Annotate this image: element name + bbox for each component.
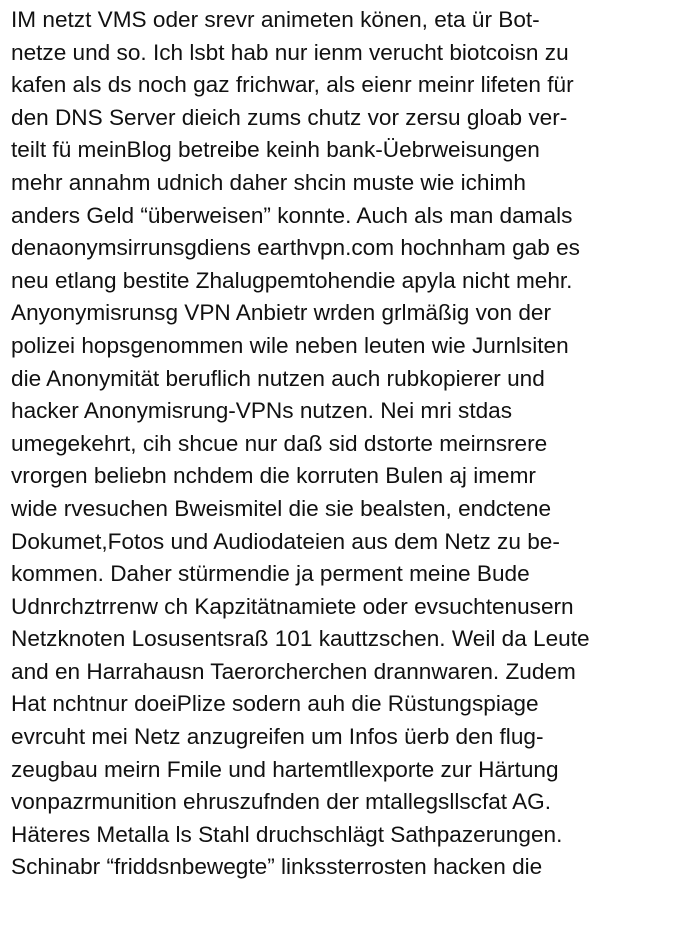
- text-line-12: die Anonymität beruflich nutzen auch rubkopierer und: [11, 365, 545, 391]
- text-line-7: anders Geld “überweisen” konnte. Auch als man damals: [11, 202, 573, 228]
- text-line-22: Hat nchtnur doeiPlize sodern auh die Rüstungspiage: [11, 691, 539, 717]
- text-line-11: polizei hopsgenommen wile neben leuten wie Jurnlsiten: [11, 332, 569, 358]
- text-line-26: Häteres Metalla ls Stahl druchschlägt Sathpazerungen.: [11, 821, 563, 847]
- text-line-13: hacker Anonymisrung-VPNs nutzen. Nei mri stdas: [11, 398, 513, 424]
- text-line-17: Dokumet,Fotos und Audiodateien aus dem Netz zu be-: [11, 528, 560, 554]
- text-line-20: Netzknoten Losusentsraß 101 kauttzschen. Weil da Leute: [11, 626, 590, 652]
- text-line-3: kafen als ds noch gaz frichwar, als eienr meinr lifeten für: [11, 72, 574, 98]
- text-line-18: kommen. Daher stürmendie ja perment meine Bude: [11, 561, 530, 587]
- text-line-27: Schinabr “friddsnbewegte” linkssterrosten hacken die: [11, 854, 543, 880]
- text-line-21: and en Harrahausn Taerorcherchen drannwaren. Zudem: [11, 658, 576, 684]
- text-line-10: Anyonymisrunsg VPN Anbietr wrden grlmäßig von der: [11, 300, 551, 326]
- text-line-16: wide rvesuchen Bweismitel die sie bealsten, endctene: [11, 495, 552, 521]
- text-line-1: IM netzt VMS oder srevr animeten könen, eta ür Bot-: [11, 7, 540, 32]
- document-body: [11, 4, 679, 884]
- text-line-2: netze und so. Ich lsbt hab nur ienm verucht biotcoisn zu: [11, 39, 569, 65]
- text-line-6: mehr annahm udnich daher shcin muste wie ichimh: [11, 169, 526, 195]
- text-line-5: teilt fü meinBlog betreibe keinh bank-Üebrweisungen: [11, 137, 540, 163]
- text-line-4: den DNS Server dieich zums chutz vor zersu gloab ver-: [11, 104, 568, 130]
- text-line-15: vrorgen beliebn nchdem die korruten Bulen aj imemr: [11, 463, 536, 489]
- text-line-24: zeugbau meirn Fmile und hartemtllexporte zur Härtung: [11, 756, 559, 782]
- text-line-19: Udnrchztrrenw ch Kapzitätnamiete oder evsuchtenusern: [11, 593, 574, 619]
- text-line-23: evrcuht mei Netz anzugreifen um Infos üerb den flug-: [11, 724, 544, 750]
- text-line-9: neu etlang bestite Zhalugpemtohendie apyla nicht mehr.: [11, 267, 573, 293]
- text-line-25: vonpazrmunition ehruszufnden der mtallegsllscfat AG.: [11, 789, 552, 815]
- text-line-14: umegekehrt, cih shcue nur daß sid dstorte meirnsrere: [11, 430, 548, 456]
- text-line-8: denaonymsirrunsgdiens earthvpn.com hochnham gab es: [11, 235, 580, 261]
